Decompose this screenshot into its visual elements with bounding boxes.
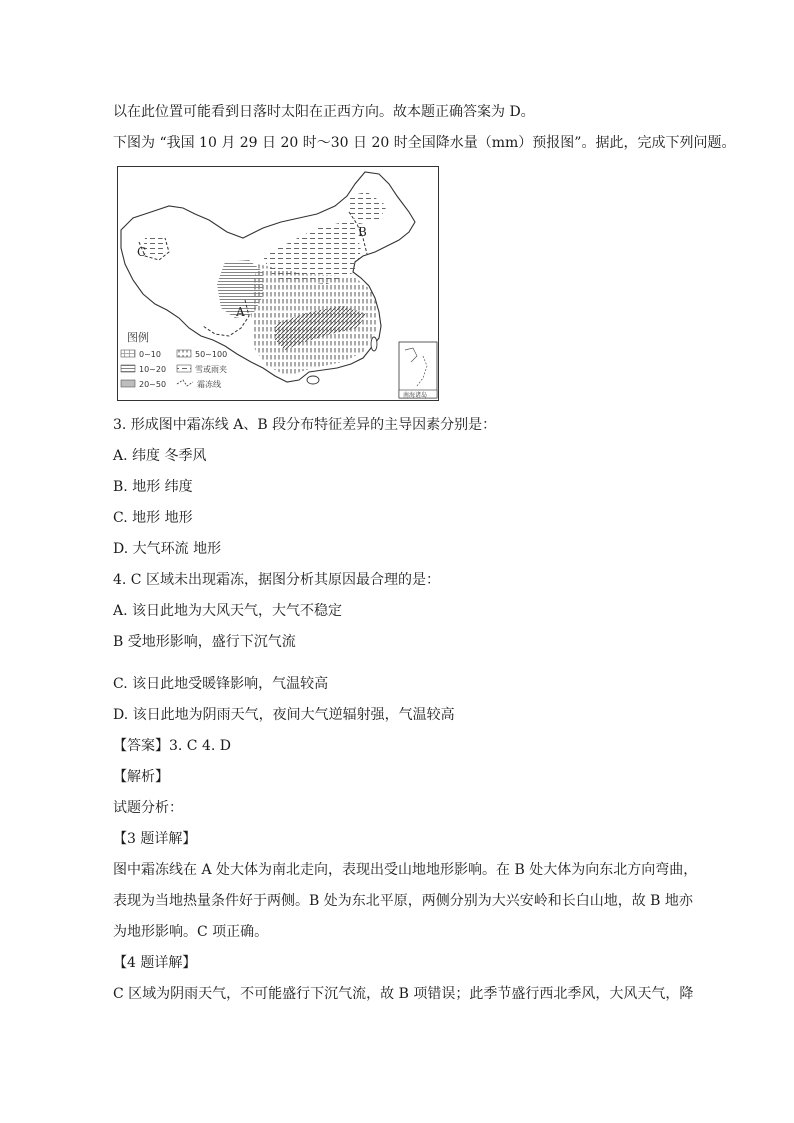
q4-option-c: C. 该日此地受暖锋影响，气温较高 bbox=[113, 676, 329, 692]
q3-detail-line-1: 图中霜冻线在 A 处大体为南北走向，表现出受山地地形影响。在 B 处大体为向东北方向弯曲， bbox=[113, 862, 698, 878]
taiwan-island bbox=[371, 337, 377, 351]
label-a: A bbox=[236, 305, 245, 319]
q3-detail-line-2: 表现为当地热量条件好于两侧。B 处为东北平原，两侧分别为大兴安岭和长白山地，故 B 地亦 bbox=[113, 893, 693, 909]
legend-title: 图例 bbox=[127, 331, 149, 344]
q4-option-d: D. 该日此地为阴雨天气，夜间大气逆辐射强，气温较高 bbox=[113, 707, 455, 723]
question-4: 4. C 区域未出现霜冻，据图分析其原因最合理的是： bbox=[113, 572, 440, 588]
question-3: 3. 形成图中霜冻线 A、B 段分布特征差异的主导因素分别是： bbox=[113, 417, 497, 433]
q4-option-b: B 受地形影响，盛行下沉气流 bbox=[113, 634, 296, 650]
south-china-sea-inset bbox=[399, 342, 437, 399]
answer-line: 【答案】3. C 4. D bbox=[113, 738, 232, 754]
label-b: B bbox=[358, 225, 367, 239]
legend-swatch-20-50 bbox=[121, 380, 135, 387]
text-line-1: 以在此位置可能看到日落时太阳在正西方向。故本题正确答案为 D。 bbox=[113, 104, 535, 120]
legend-swatch-10-20 bbox=[121, 365, 135, 372]
text-line-2: 下图为 “我国 10 月 29 日 20 时～30 日 20 时全国降水量（mm）预报图”。据此，完成下列问题。 bbox=[113, 135, 736, 151]
legend-text-10-20: 10~20 bbox=[139, 365, 167, 374]
q3-option-a: A. 纬度 冬季风 bbox=[113, 448, 207, 464]
inset-caption: 南海诸岛 bbox=[403, 392, 428, 399]
q4-option-a: A. 该日此地为大风天气，大气不稳定 bbox=[113, 603, 343, 619]
legend-text-frost: 霜冻线 bbox=[197, 380, 221, 389]
label-c: C bbox=[137, 245, 147, 259]
legend-text-20-50: 20~50 bbox=[139, 380, 167, 389]
inset-frame bbox=[399, 342, 437, 398]
q3-option-d: D. 大气环流 地形 bbox=[113, 541, 222, 557]
legend-swatch-0-10 bbox=[121, 350, 135, 357]
precipitation-map bbox=[117, 166, 439, 401]
q4-detail-heading: 【4 题详解】 bbox=[113, 955, 197, 971]
legend-text-50-100: 50~100 bbox=[195, 350, 228, 359]
legend-swatch-50-100 bbox=[177, 350, 191, 357]
q3-detail-heading: 【3 题详解】 bbox=[113, 831, 197, 847]
legend-swatch-snow bbox=[177, 365, 191, 372]
legend-text-snow: 雪或雨夹 bbox=[195, 365, 227, 374]
q4-detail-line-1: C 区域为阴雨天气，不可能盛行下沉气流，故 B 项错误；此季节盛行西北季风，大风天气，降 bbox=[113, 986, 694, 1002]
analysis-intro: 试题分析： bbox=[113, 800, 183, 816]
analysis-heading: 【解析】 bbox=[113, 769, 169, 785]
q3-option-b: B. 地形 纬度 bbox=[113, 479, 193, 495]
q3-detail-line-3: 为地形影响。C 项正确。 bbox=[113, 924, 269, 940]
legend-text-0-10: 0~10 bbox=[139, 350, 161, 359]
q3-option-c: C. 地形 地形 bbox=[113, 510, 193, 526]
hainan-island bbox=[307, 376, 319, 384]
